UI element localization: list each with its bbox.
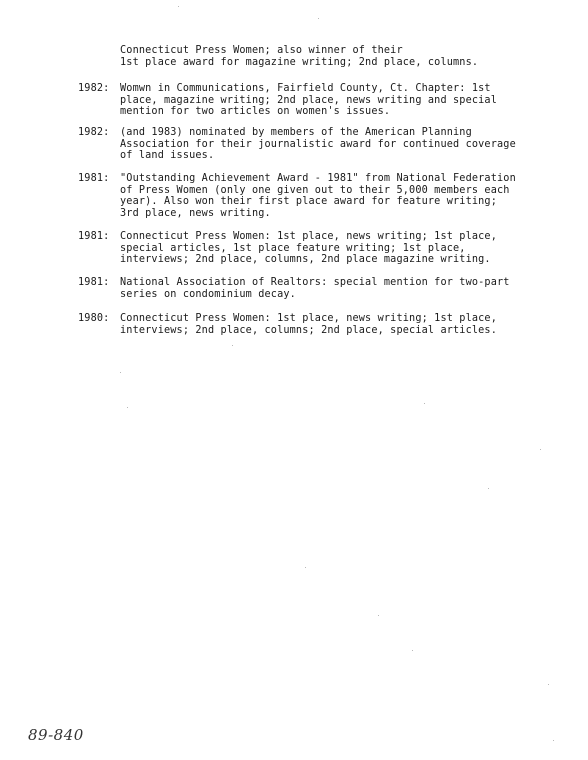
entry-line: mention for two articles on women's issues. (120, 106, 391, 118)
scan-speck (232, 345, 233, 346)
entry-text (120, 231, 497, 266)
entry-line: interviews; 2nd place, columns; 2nd place, special articles. (120, 324, 498, 336)
entry-line: special articles, 1st place feature writing; 1st place, (120, 242, 466, 254)
scan-speck (318, 18, 319, 19)
entry-year: 1982: (78, 83, 110, 94)
entry-line: series on condominium decay. (120, 288, 296, 300)
entry-line: (and 1983) nominated by members of the American Planning (120, 127, 472, 138)
entry-year: 1982: (78, 127, 110, 138)
scan-speck (553, 740, 554, 741)
scan-speck (178, 6, 179, 7)
entry-line: Connecticut Press Women; also winner of their (120, 45, 403, 56)
entry-line: place, magazine writing; 2nd place, news writing and special (120, 94, 498, 106)
entry-text (120, 83, 497, 118)
handwritten-note: 89-840 (28, 726, 84, 744)
entry-line: year). Also won their first place award for feature writing; (120, 196, 498, 208)
entry-line: 3rd place, news writing. (120, 207, 271, 219)
entry-text (120, 173, 516, 219)
entry-line: "Outstanding Achievement Award - 1981" from National Federation (120, 173, 516, 184)
scan-speck (127, 407, 128, 408)
entry-line: Connecticut Press Women: 1st place, news writing; 1st place, (120, 313, 498, 324)
scan-speck (540, 449, 541, 450)
entry-text (120, 45, 478, 68)
entry-line: Association for their journalistic award for continued coverage (120, 138, 516, 150)
scan-speck (548, 684, 549, 685)
scan-speck (120, 372, 121, 373)
entry-year: 1980: (78, 313, 110, 324)
entry-text (120, 127, 516, 162)
entry-line: of land issues. (120, 150, 215, 162)
entry-line: Womwn in Communications, Fairfield County, Ct. Chapter: 1st (120, 83, 491, 94)
scan-speck (305, 567, 306, 568)
entry-line: of Press Women (only one given out to their 5,000 members each (120, 184, 510, 196)
entry-year: 1981: (78, 231, 110, 242)
scan-speck (424, 403, 425, 404)
entry-line: 1st place award for magazine writing; 2nd place, columns. (120, 56, 479, 68)
scan-speck (412, 650, 413, 651)
entry-line: interviews; 2nd place, columns, 2nd place magazine writing. (120, 254, 491, 266)
entry-year: 1981: (78, 277, 110, 288)
entry-year: 1981: (78, 173, 110, 184)
entry-line: National Association of Realtors: special mention for two-part (120, 277, 510, 288)
scan-speck (378, 615, 379, 616)
scan-speck (488, 488, 489, 489)
entry-text (120, 313, 497, 336)
entry-line: Connecticut Press Women: 1st place, news writing; 1st place, (120, 231, 498, 242)
entry-text (120, 277, 510, 300)
